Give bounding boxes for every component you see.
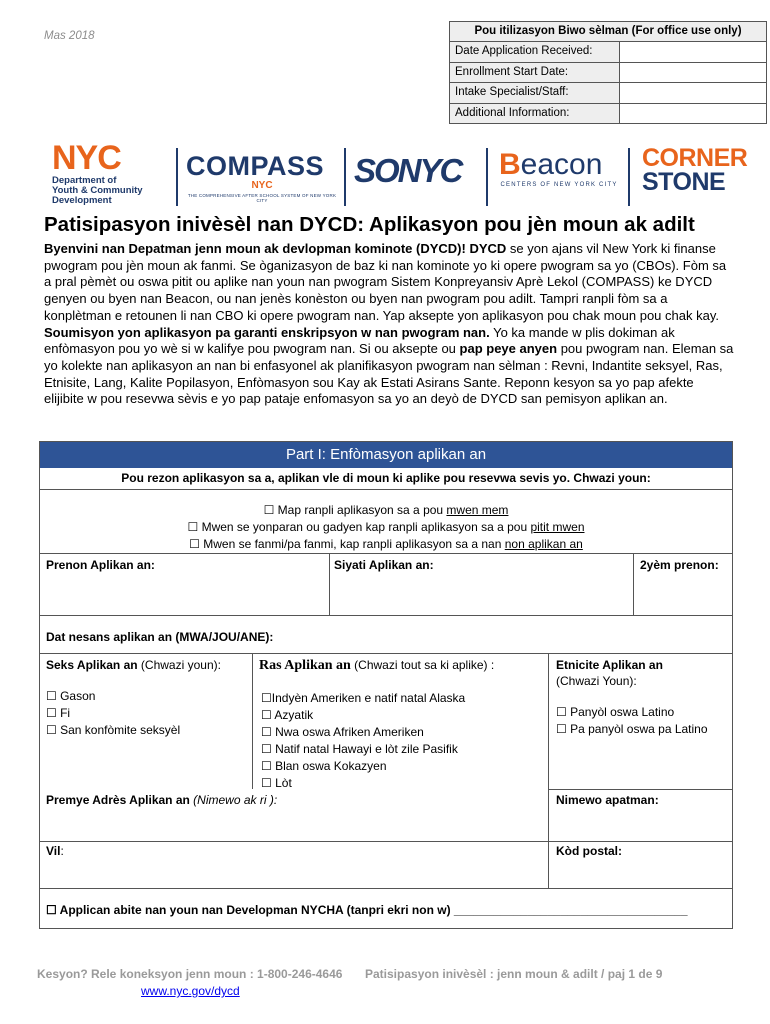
- divider: [40, 653, 732, 654]
- part-1-header: Part I: Enfòmasyon aplikan an: [40, 442, 732, 468]
- compass-logo-sub: NYC: [251, 180, 273, 191]
- footer-website-link[interactable]: www.nyc.gov/dycd: [141, 984, 240, 998]
- divider: [40, 489, 732, 490]
- divider: [549, 789, 732, 790]
- office-field-label: Date Application Received:: [450, 42, 620, 62]
- middle-name-label: 2yèm prenon:: [640, 558, 719, 572]
- sex-heading: [46, 657, 221, 674]
- race-hint: (Chwazi tout sa ki aplike) :: [350, 658, 495, 672]
- zip-label: Kòd postal:: [556, 844, 622, 858]
- ethnicity-option-not-latino[interactable]: ☐ Pa panyòl oswa pa Latino: [556, 722, 708, 736]
- nyc-dept-line: Development: [52, 195, 112, 206]
- sex-label: Seks Aplikan an: [46, 658, 138, 672]
- divider: [329, 553, 330, 615]
- ethnicity-hint: (Chwazi Youn):: [556, 674, 637, 688]
- race-option-other[interactable]: ☐ Lòt: [261, 776, 292, 790]
- reason-option-child[interactable]: [40, 519, 732, 536]
- footer-page-info: Patisipasyon inivèsèl : jenn moun & adilt / paj 1 de 9: [365, 967, 663, 981]
- sex-option-nonconforming[interactable]: ☐ San konfòmite seksyèl: [46, 723, 181, 737]
- nyc-dycd-logo: [52, 139, 170, 210]
- office-row-enrollment-start: [450, 63, 766, 84]
- reason-option-emph: non aplikan an: [504, 537, 583, 551]
- apartment-field[interactable]: [556, 810, 728, 838]
- apartment-label: Nimewo apatman:: [556, 793, 659, 807]
- divider: [40, 841, 732, 842]
- reason-option-emph: mwen mem: [446, 503, 509, 517]
- compass-logo: [186, 152, 338, 203]
- cornerstone-logo: [642, 146, 747, 194]
- logo-strip: [52, 139, 748, 212]
- race-option-black[interactable]: ☐ Nwa oswa Afriken Ameriken: [261, 725, 424, 739]
- divider: [252, 653, 253, 789]
- date-stamp: Mas 2018: [44, 30, 95, 42]
- divider: [548, 841, 549, 888]
- intro-free-note: pap peye anyen: [459, 341, 558, 357]
- office-field-value[interactable]: [620, 42, 766, 62]
- reason-option-other[interactable]: [40, 536, 732, 553]
- dob-label: Dat nesans aplikan an (MWA/JOU/ANE):: [46, 630, 274, 644]
- office-field-label: Intake Specialist/Staff:: [450, 83, 620, 103]
- sex-option-male[interactable]: ☐ Gason: [46, 689, 96, 703]
- office-use-box: [449, 21, 767, 124]
- office-row-intake-specialist: [450, 83, 766, 104]
- race-label: Ras Aplikan an: [259, 658, 351, 673]
- nyc-dept-line: Department of: [52, 175, 117, 186]
- office-use-title: Pou itilizasyon Biwo sèlman (For office use only): [450, 22, 766, 42]
- footer-contact: Kesyon? Rele koneksyon jenn moun : 1-800-246-4646: [37, 967, 343, 981]
- reason-option-self[interactable]: [40, 502, 732, 519]
- beacon-logo-sub: CENTERS OF NEW YORK CITY: [500, 182, 618, 188]
- office-field-value[interactable]: [620, 83, 766, 103]
- city-heading: [46, 843, 64, 860]
- first-name-label: Prenon Aplikan an:: [46, 558, 155, 572]
- race-option-pacific[interactable]: ☐ Natif natal Hawayi e lòt zile Pasifik: [261, 742, 458, 756]
- divider: [40, 615, 732, 616]
- first-name-field[interactable]: [46, 574, 324, 610]
- ethnicity-option-latino[interactable]: ☐ Panyòl oswa Latino: [556, 705, 675, 719]
- logo-divider: [486, 148, 488, 206]
- race-option-asian[interactable]: ☐ Azyatik: [261, 708, 314, 722]
- address-label: Premye Adrès Aplikan an: [46, 793, 190, 807]
- reason-prompt: Pou rezon aplikasyon sa a, aplikan vle di moun ki aplike pou resevwa sevis yo. Chwazi youn:: [121, 471, 651, 485]
- nyc-dept-name: [52, 176, 170, 206]
- page-title: Patisipasyon inivèsèl nan DYCD: Aplikasyon pou jèn moun ak adilt: [44, 213, 695, 236]
- sex-hint: (Chwazi youn):: [137, 658, 221, 672]
- sex-option-female[interactable]: ☐ Fi: [46, 706, 71, 720]
- dob-field[interactable]: [300, 624, 728, 646]
- beacon-logo-rest: eacon: [520, 148, 603, 181]
- office-field-value[interactable]: [620, 104, 766, 124]
- zip-field[interactable]: [556, 861, 728, 885]
- intro-guarantee-note: Soumisyon yon aplikasyon pa garanti enskripsyon w nan pwogram nan.: [44, 324, 490, 340]
- city-field[interactable]: [46, 861, 544, 885]
- office-field-label: Additional Information:: [450, 104, 620, 124]
- logo-divider: [628, 148, 630, 206]
- beacon-logo: [499, 148, 619, 188]
- logo-divider: [176, 148, 178, 206]
- reason-option-emph: pitit mwen: [530, 520, 585, 534]
- office-row-additional-info: [450, 104, 766, 125]
- cornerstone-logo-bottom: STONE: [642, 168, 726, 196]
- intro-text: se yon ajans vil New York ki finanse pwogram pou jèn moun ak fanmi. Se òganizasyon de baz ki nan kominote yo ki opere pwogram sa yo (CBOs). Fòm sa a pral pèmèt ou oswa pitit ou aplike nan youn nan pwogram Sistem Konpreyansiv Aprè Lekol (COMPASS) ke DYCD genyen ou byen nan Beacon, ou nan jenès konèston ou byen nan pwogram pou adilt. Tampri ranpli fòm sa a konplètman e retounen li nan CBO ki opere pwogram nan. Yap aksepte yon aplikasyon pou chak moun pou chak kay.: [44, 241, 727, 323]
- nyc-dept-line: Youth & Community: [52, 185, 143, 196]
- office-row-date-received: [450, 42, 766, 63]
- middle-name-field[interactable]: [640, 574, 728, 610]
- race-heading: [259, 657, 494, 675]
- logo-divider: [344, 148, 346, 206]
- beacon-logo-initial: B: [499, 148, 521, 181]
- office-field-value[interactable]: [620, 63, 766, 83]
- divider: [633, 553, 634, 615]
- intro-paragraph: [44, 241, 734, 408]
- nycha-checkbox[interactable]: ☐ Applican abite nan youn nan Developman NYCHA (tanpri ekri non w) ___________________________________: [46, 903, 688, 917]
- intro-text: Yo ka mande w plis dokiman ak enfòmasyon pou yo wè si w kalifye pou pwogram nan. Si ou aksepte ou: [44, 324, 675, 357]
- address-heading: [46, 792, 277, 809]
- race-option-native[interactable]: ☐Indyèn Ameriken e natif natal Alaska: [261, 691, 466, 705]
- office-field-label: Enrollment Start Date:: [450, 63, 620, 83]
- nyc-logo-word: NYC: [52, 139, 121, 177]
- reason-option-text: ☐ Mwen se yonparan ou gadyen kap ranpli aplikasyon sa a pou: [187, 520, 531, 534]
- city-colon: :: [60, 844, 64, 858]
- compass-logo-tagline: THE COMPREHENSIVE AFTER SCHOOL SYSTEM OF NEW YORK CITY: [187, 193, 337, 203]
- last-name-field[interactable]: [334, 574, 628, 610]
- intro-text: pou pwogram nan. Eleman sa yo kolekte nan aplikasyon an nan bi enfasyonel ak planifikasyon pwogram nan sèlman : Revni, Indantite seksyel, Ras, Etnisite, Lang, Kalite Popilasyon, Enfòmasyon sou Kay ak Estati Asirans Sante. Reponn kesyon sa yo pap afekte elijibite w pou resevwa sèvis e yo pap pataje enfomasyon sa yo an deyò de DYCD san pemisyon aplikan an.: [44, 341, 734, 407]
- divider: [40, 553, 732, 554]
- city-label: Vil: [46, 844, 61, 858]
- address-hint: (Nimewo ak ri ):: [189, 793, 278, 807]
- divider: [548, 653, 549, 841]
- applicant-info-form: [39, 441, 733, 929]
- sonyc-logo: SONYC: [354, 152, 462, 189]
- intro-welcome: Byenvini nan Depatman jenn moun ak devlopman kominote (DYCD)! DYCD: [44, 241, 507, 256]
- race-option-white[interactable]: ☐ Blan oswa Kokazyen: [261, 759, 387, 773]
- address-field[interactable]: [46, 810, 544, 838]
- ethnicity-label: Etnicite Aplikan an: [556, 658, 663, 672]
- cornerstone-logo-top: CORNER: [642, 144, 748, 172]
- beacon-logo-word: [499, 148, 619, 182]
- compass-logo-word: COMPASS: [186, 151, 325, 181]
- divider: [40, 888, 732, 889]
- last-name-label: Siyati Aplikan an:: [334, 558, 434, 572]
- reason-option-text: ☐ Map ranpli aplikasyon sa a pou: [263, 503, 447, 517]
- reason-option-text: ☐ Mwen se fanmi/pa fanmi, kap ranpli aplikasyon sa a nan: [189, 537, 505, 551]
